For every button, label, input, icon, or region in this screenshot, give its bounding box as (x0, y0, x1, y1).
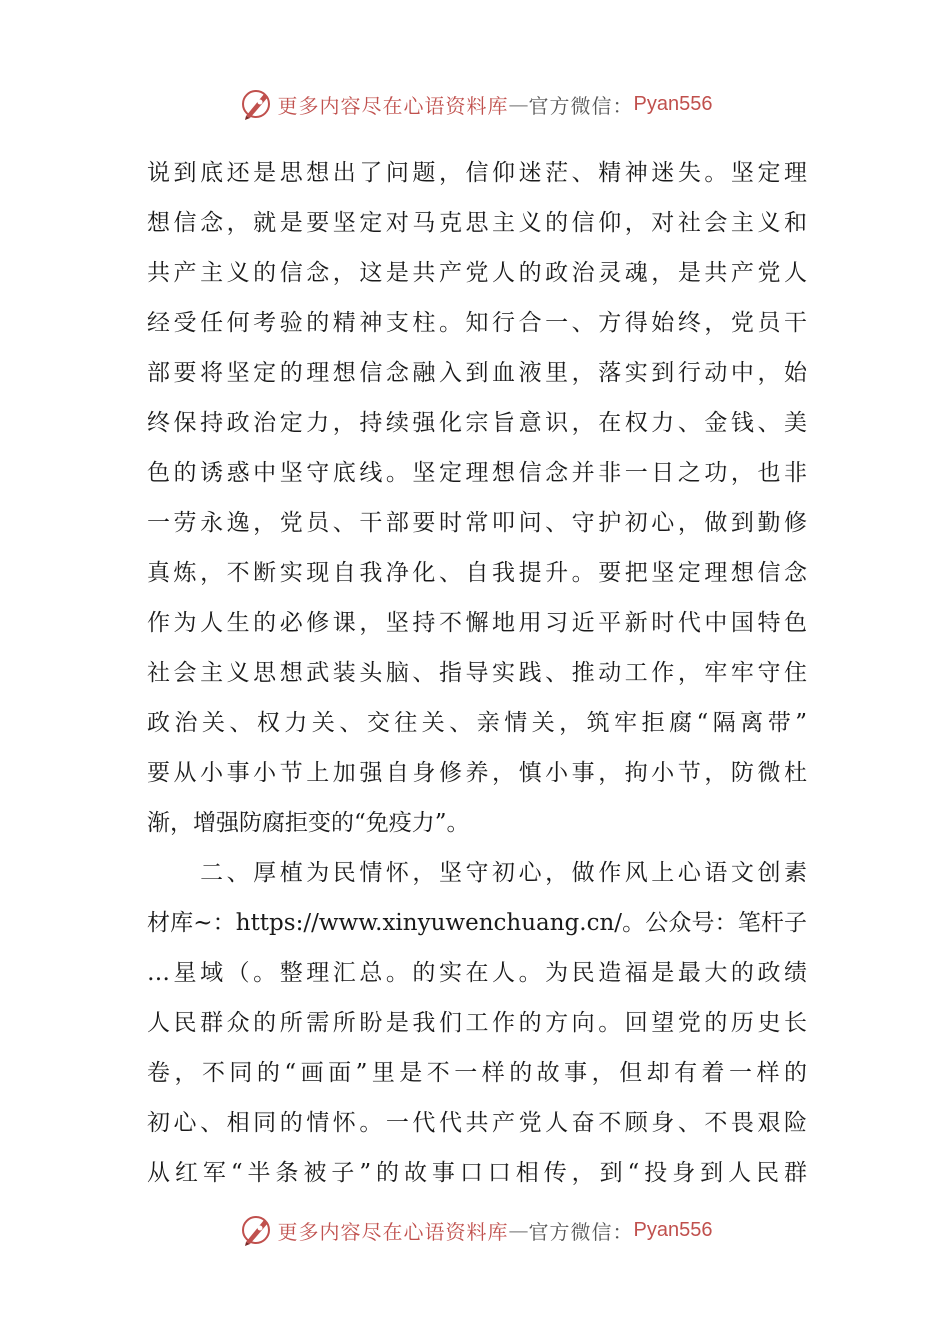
body-line: 终保持政治定力，持续强化宗旨意识，在权力、金钱、美 (147, 410, 807, 436)
body-line: 初心、相同的情怀。一代代共产党人奋不顾身、不畏艰险 (147, 1110, 807, 1136)
footer-wechat-id: Pyan556 (633, 1218, 713, 1241)
body-line: 人民群众的所需所盼是我们工作的方向。回望党的历史长 (147, 1010, 807, 1036)
header-separator: — (508, 92, 529, 116)
body-line: 从红军“半条被子”的故事口口相传，到“投身到人民群 (147, 1160, 807, 1186)
body-line: 社会主义思想武装头脑、指导实践、推动工作，牢牢守住 (147, 660, 807, 686)
body-line: 真炼，不断实现自我净化、自我提升。要把坚定理想信念 (147, 560, 807, 586)
body-line: 共产主义的信念，这是共产党人的政治灵魂，是共产党人 (147, 260, 807, 286)
header-brand-text: 更多内容尽在心语资料库 (277, 93, 509, 118)
header-wechat-label: 官方微信： (528, 93, 634, 118)
footer-brand-text: 更多内容尽在心语资料库 (277, 1219, 509, 1244)
footer-banner (0, 1210, 950, 1250)
body-line: 渐，增强防腐拒变的“免疫力”。 (147, 810, 470, 836)
document-body (147, 148, 807, 1198)
body-line: 材库~：https://www.xinyuwenchuang.cn/。公众号：笔杆子 (147, 910, 807, 936)
header-banner (0, 84, 950, 124)
footer-separator: — (508, 1218, 529, 1242)
footer-wechat-label: 官方微信： (528, 1219, 634, 1244)
body-line: 色的诱惑中坚守底线。坚定理想信念并非一日之功，也非 (147, 460, 807, 486)
body-line: 二、厚植为民情怀，坚守初心，做作风上心语文创素 (147, 860, 807, 886)
header-wechat-id: Pyan556 (633, 92, 713, 115)
body-line: 部要将坚定的理想信念融入到血液里，落实到行动中，始 (147, 360, 807, 386)
body-line: 要从小事小节上加强自身修养，慎小事，拘小节，防微杜 (147, 760, 807, 786)
body-line: 卷，不同的“画面”里是不一样的故事，但却有着一样的 (147, 1060, 807, 1086)
pen-logo-icon (238, 86, 274, 122)
body-line: 说到底还是思想出了问题，信仰迷茫、精神迷失。坚定理 (147, 160, 807, 186)
body-line: 一劳永逸，党员、干部要时常叩问、守护初心，做到勤修 (147, 510, 807, 536)
body-line: 政治关、权力关、交往关、亲情关，筑牢拒腐“隔离带” (147, 710, 807, 736)
body-line: 经受任何考验的精神支柱。知行合一、方得始终，党员干 (147, 310, 807, 336)
body-line: …星域（。整理汇总。的实在人。为民造福是最大的政绩 (147, 960, 807, 986)
body-line: 想信念，就是要坚定对马克思主义的信仰，对社会主义和 (147, 210, 807, 236)
body-line: 作为人生的必修课，坚持不懈地用习近平新时代中国特色 (147, 610, 807, 636)
pen-logo-icon (238, 1212, 274, 1248)
